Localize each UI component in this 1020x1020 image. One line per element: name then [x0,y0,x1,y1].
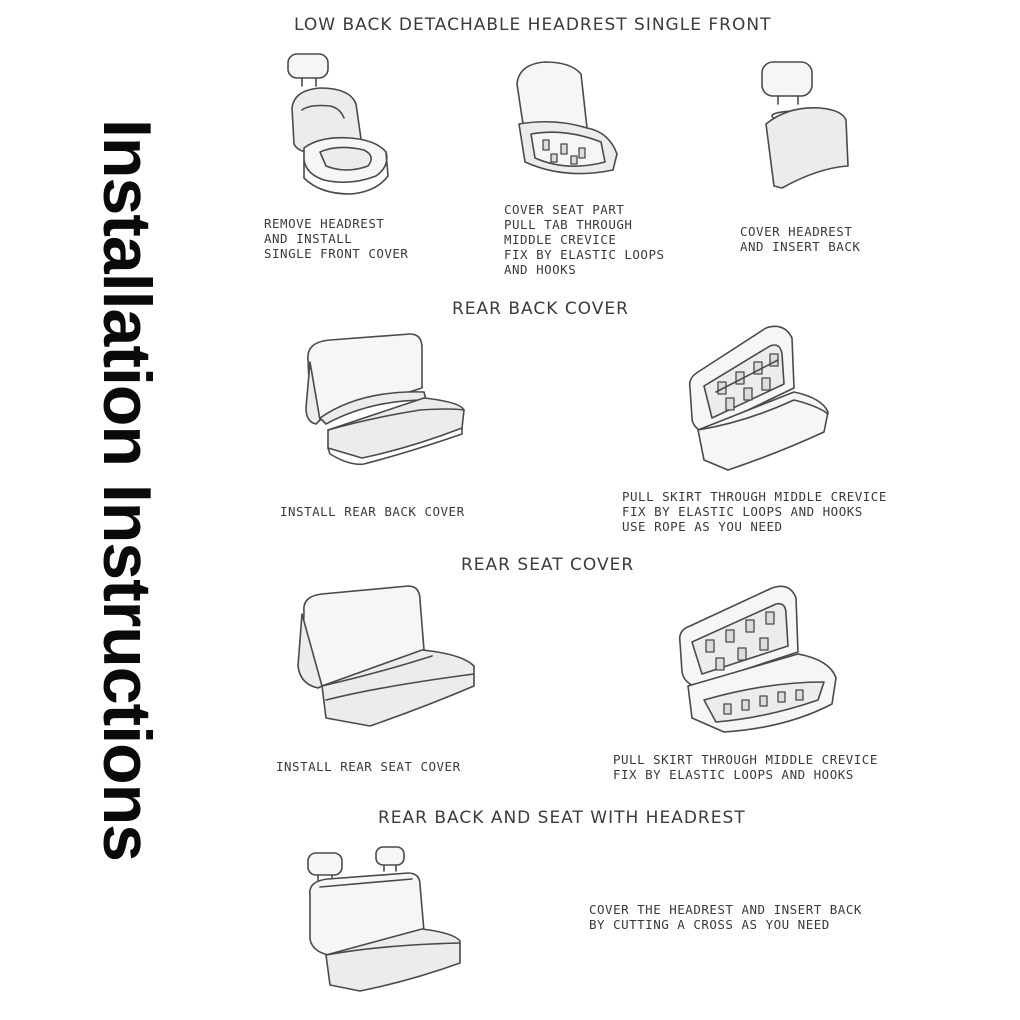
step-caption-install-rear-back: INSTALL REAR BACK COVER [280,504,465,519]
step-caption-pull-skirt-back: PULL SKIRT THROUGH MIDDLE CREVICE FIX BY ELASTIC LOOPS AND HOOKS USE ROPE AS YOU NEED [622,489,887,534]
vertical-title-container [0,0,240,1020]
section-heading-rear-headrest: REAR BACK AND SEAT WITH HEADREST [378,808,746,828]
page-title: Installation Instructions [89,119,165,861]
step-caption-cover-headrest: COVER HEADREST AND INSERT BACK [740,224,861,254]
rear-seat-cover-install-illustration [292,582,482,732]
step-caption-install-rear-seat: INSTALL REAR SEAT COVER [276,759,461,774]
seat-part-cover-illustration [505,58,625,188]
step-caption-remove-headrest: REMOVE HEADREST AND INSTALL SINGLE FRONT COVER [264,216,409,261]
section-heading-front: LOW BACK DETACHABLE HEADREST SINGLE FRONT [294,15,772,35]
front-seat-remove-headrest-illustration [280,48,400,198]
step-caption-cover-rear-headrest: COVER THE HEADREST AND INSERT BACK BY CUTTING A CROSS AS YOU NEED [589,902,862,932]
step-caption-cover-seat-part: COVER SEAT PART PULL TAB THROUGH MIDDLE CREVICE FIX BY ELASTIC LOOPS AND HOOKS [504,202,665,277]
rear-back-skirt-illustration [686,322,836,477]
section-heading-rear-back: REAR BACK COVER [452,299,629,319]
step-caption-pull-skirt-seat: PULL SKIRT THROUGH MIDDLE CREVICE FIX BY ELASTIC LOOPS AND HOOKS [613,752,878,782]
section-heading-rear-seat: REAR SEAT COVER [461,555,635,575]
rear-seat-skirt-illustration [676,582,841,737]
rear-headrest-seat-illustration [300,845,470,995]
rear-back-cover-install-illustration [300,330,470,470]
headrest-insert-back-illustration [758,58,858,193]
